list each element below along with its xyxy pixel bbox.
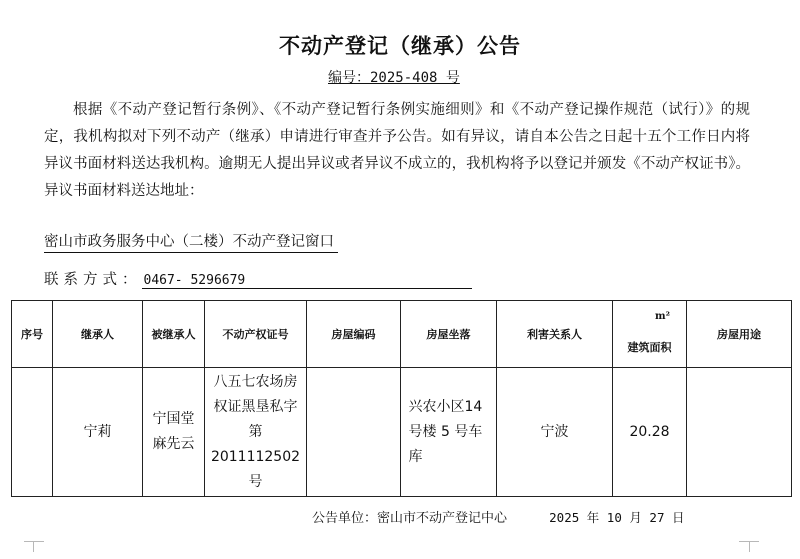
decedent-name-2: 麻先云 — [152, 436, 195, 452]
header-cert-no: 不动产权证号 — [205, 301, 307, 368]
area-label: 建筑面积 — [627, 341, 672, 354]
header-heir: 继承人 — [53, 301, 143, 368]
cell-usage — [687, 368, 792, 497]
page-corner-mark-left — [33, 541, 44, 552]
cell-house-code — [307, 368, 401, 497]
header-decedent: 被继承人 — [143, 301, 205, 368]
document-number: 编号：2025-408 号 — [328, 70, 460, 86]
notice-body: 根据《不动产登记暂行条例》、《不动产登记暂行条例实施细则》和《不动产登记操作规范（试行）》的规定，我机构拟对下列不动产（继承）申请进行审查并予公告。如有异议，请自本公告之日起十五个工作日内将异议书面材料送达我机构。逾期无人提出异议或者异议不成立的，我机构将予以登记并颁发《不动产权证书》。 异议书面材料送达地址： — [44, 102, 750, 199]
cell-heir: 宁莉 — [53, 368, 143, 497]
location-text: 兴农小区14号楼 5 号车库 — [408, 398, 483, 465]
cert-no-text: 八五七农场房权证黑垦私字第 2011112502 号 — [210, 373, 301, 490]
cell-cert-no — [205, 368, 307, 497]
header-interested-party: 利害关系人 — [497, 301, 613, 368]
page-corner-mark-right — [739, 541, 750, 552]
cell-decedent — [143, 368, 205, 497]
issue-date: 2025 年 10 月 27 日 — [549, 510, 685, 525]
cell-area: 20.28 — [613, 368, 687, 497]
contact-line — [44, 268, 472, 289]
registration-table — [11, 300, 792, 497]
contact-label: 联系方式： — [44, 272, 142, 288]
issuing-unit: 公告单位：密山市不动产登记中心 — [312, 511, 508, 526]
header-index: 序号 — [12, 301, 53, 368]
area-unit: m² — [655, 311, 670, 322]
header-house-code: 房屋编码 — [307, 301, 401, 368]
header-usage: 房屋用途 — [687, 301, 792, 368]
header-area — [613, 301, 687, 368]
decedent-name-1: 宁国堂 — [152, 411, 195, 427]
objection-address: 密山市政务服务中心（二楼）不动产登记窗口 — [44, 232, 338, 253]
cell-index — [12, 368, 53, 497]
notice-title: 不动产登记（继承）公告 — [279, 33, 521, 58]
contact-phone: 0467- 5296679 — [142, 273, 472, 289]
table-header-row — [12, 301, 792, 368]
cell-location — [401, 368, 497, 497]
table-row — [12, 368, 792, 497]
header-location: 房屋坐落 — [401, 301, 497, 368]
notice-footer — [312, 507, 685, 526]
cell-interested-party: 宁波 — [497, 368, 613, 497]
